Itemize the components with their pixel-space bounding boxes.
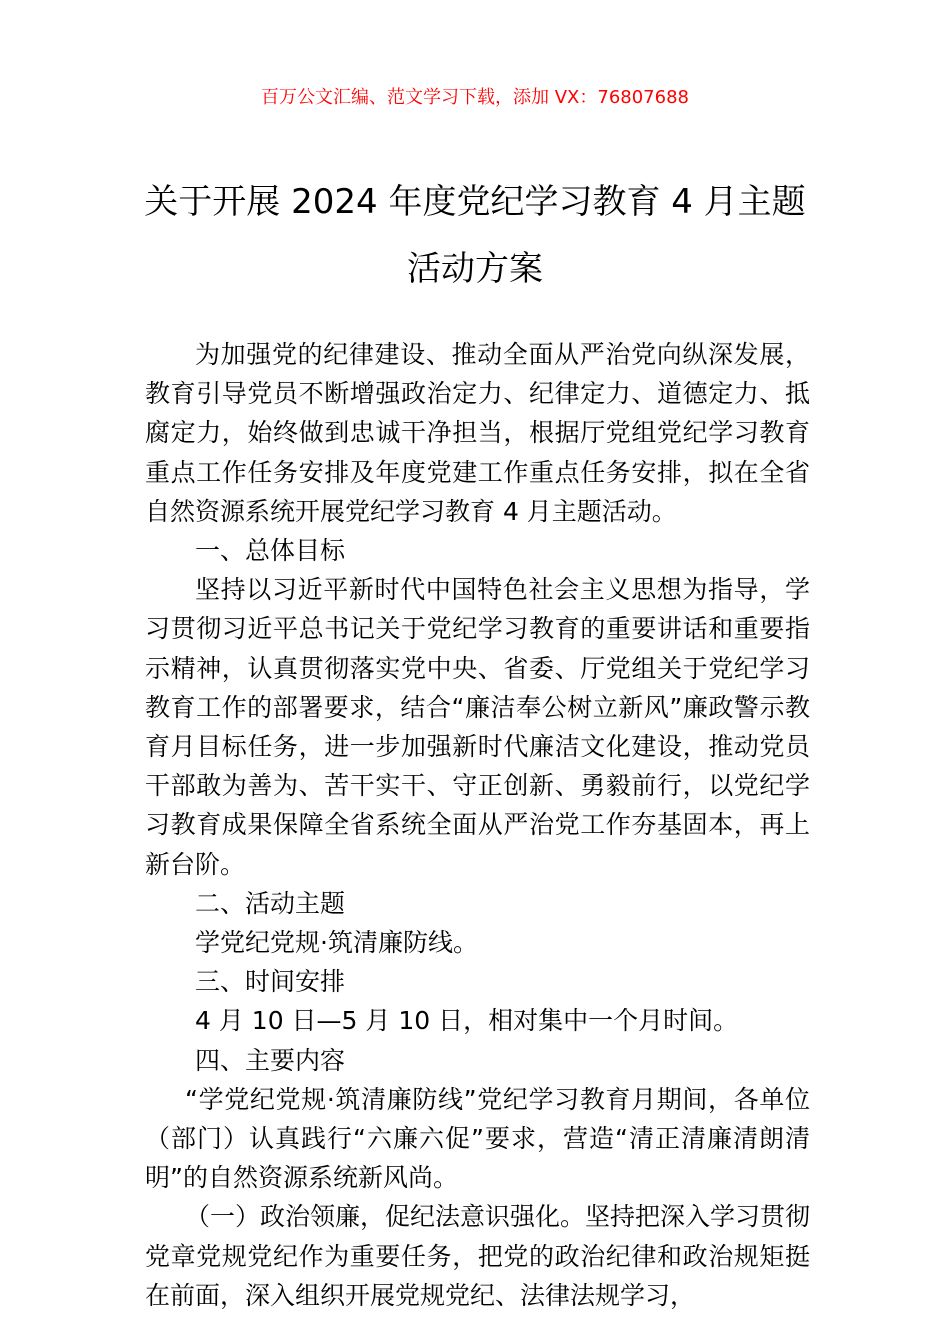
paragraph-item-1: （一）政治领廉，促纪法意识强化。坚持把深入学习贯彻党章党规党纪作为重要任务，把党的政治纪律和政治规矩挺在前面，深入组织开展党规党纪、法律法规学习，	[145, 1202, 811, 1310]
paragraph-intro: 为加强党的纪律建设、推动全面从严治党向纵深发展，教育引导党员不断增强政治定力、纪律定力、道德定力、抵腐定力，始终做到忠诚干净担当，根据厅党组党纪学习教育重点工作任务安排及年度党建工作重点任务安排，拟在全省自然资源系统开展党纪学习教育 4 月主题活动。	[145, 340, 810, 526]
header-note: 百万公文汇编、范文学习下载，添加 VX：76807688	[261, 87, 689, 108]
section-heading-4: 四、主要内容	[195, 1045, 346, 1075]
document-body	[145, 335, 810, 1315]
section-heading-3: 三、时间安排	[195, 967, 346, 997]
paragraph-content-intro: “学党纪党规·筑清廉防线”党纪学习教育月期间，各单位（部门）认真践行“六廉六促”要求，营造“清正清廉清朗清明”的自然资源系统新风尚。	[145, 1084, 810, 1193]
document-title-line-2: 活动方案	[407, 249, 543, 289]
paragraph-schedule: 4 月 10 日—5 月 10 日，相对集中一个月时间。	[195, 1006, 739, 1036]
paragraph-goal: 坚持以习近平新时代中国特色社会主义思想为指导，学习贯彻习近平总书记关于党纪学习教育的重要讲话和重要指示精神，认真贯彻落实党中央、省委、厅党组关于党纪学习教育工作的部署要求，结合“廉洁奉公树立新风”廉政警示教育月目标任务，进一步加强新时代廉洁文化建设，推动党员干部敢为善为、苦干实干、守正创新、勇毅前行，以党纪学习教育成果保障全省系统全面从严治党工作夯基固本，再上新台阶。	[145, 575, 810, 879]
section-heading-1: 一、总体目标	[195, 536, 346, 566]
paragraph-theme: 学党纪党规·筑清廉防线。	[195, 928, 478, 958]
document-title-line-1: 关于开展 2024 年度党纪学习教育 4 月主题	[144, 182, 806, 222]
section-heading-2: 二、活动主题	[195, 888, 346, 918]
